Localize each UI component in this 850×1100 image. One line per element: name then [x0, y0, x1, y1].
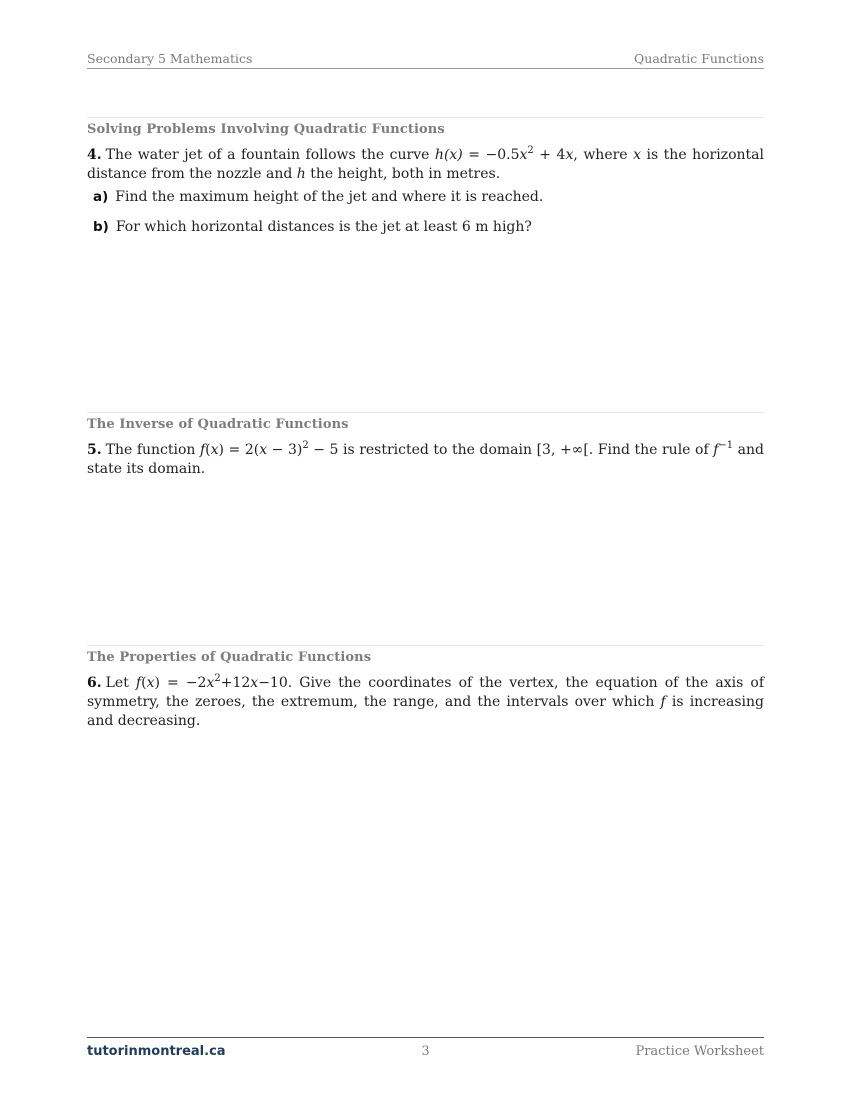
section-title: The Inverse of Quadratic Functions	[87, 417, 349, 432]
page-footer	[87, 1037, 764, 1060]
problem-number: 6.	[87, 675, 102, 691]
section-properties	[87, 645, 764, 731]
section-divider	[87, 412, 764, 413]
problem-number: 4.	[87, 147, 102, 163]
subquestion-b	[87, 218, 764, 237]
footer-label: Practice Worksheet	[635, 1044, 764, 1059]
problem-4: 4. The water jet of a fountain follows the curve $h(x) = -0.5x^2 + 4x$, where x is the horizontal distance from the nozzle and h the height, both in metres.	[87, 145, 764, 182]
subquestion-label: a)	[93, 189, 109, 205]
header-topic: Quadratic Functions	[634, 51, 764, 66]
section-inverse	[87, 412, 764, 479]
problem-5: 5. The function $f(x) = 2(x - 3)^2 - 5$ is restricted to the domain [3, +∞[. Find the rule of $f^{-1}$ and state its domain.	[87, 440, 765, 477]
header-course: Secondary 5 Mathematics	[87, 51, 253, 66]
section-divider	[87, 645, 764, 646]
section-solving-problems	[87, 117, 764, 237]
subquestion-a	[87, 188, 764, 207]
section-divider	[87, 117, 764, 118]
subquestion-text: For which horizontal distances is the jet at least 6 m high?	[115, 219, 532, 235]
problem-6: 6. Let $f(x) = -2x^2+12x-10$. Give the coordinates of the vertex, the equation of the axis of symmetry, the zeroes, the extremum, the range, and the intervals over which f is increasing and decreasing.	[87, 673, 765, 729]
section-title: Solving Problems Involving Quadratic Functions	[87, 122, 445, 137]
problem-number: 5.	[87, 442, 102, 458]
subquestion-text: Find the maximum height of the jet and where it is reached.	[115, 189, 544, 205]
page-header	[87, 51, 764, 69]
footer-site-link[interactable]: tutorinmontreal.ca	[87, 1044, 226, 1059]
subquestion-label: b)	[93, 219, 109, 235]
page-number: 3	[421, 1044, 430, 1059]
section-title: The Properties of Quadratic Functions	[87, 650, 372, 665]
